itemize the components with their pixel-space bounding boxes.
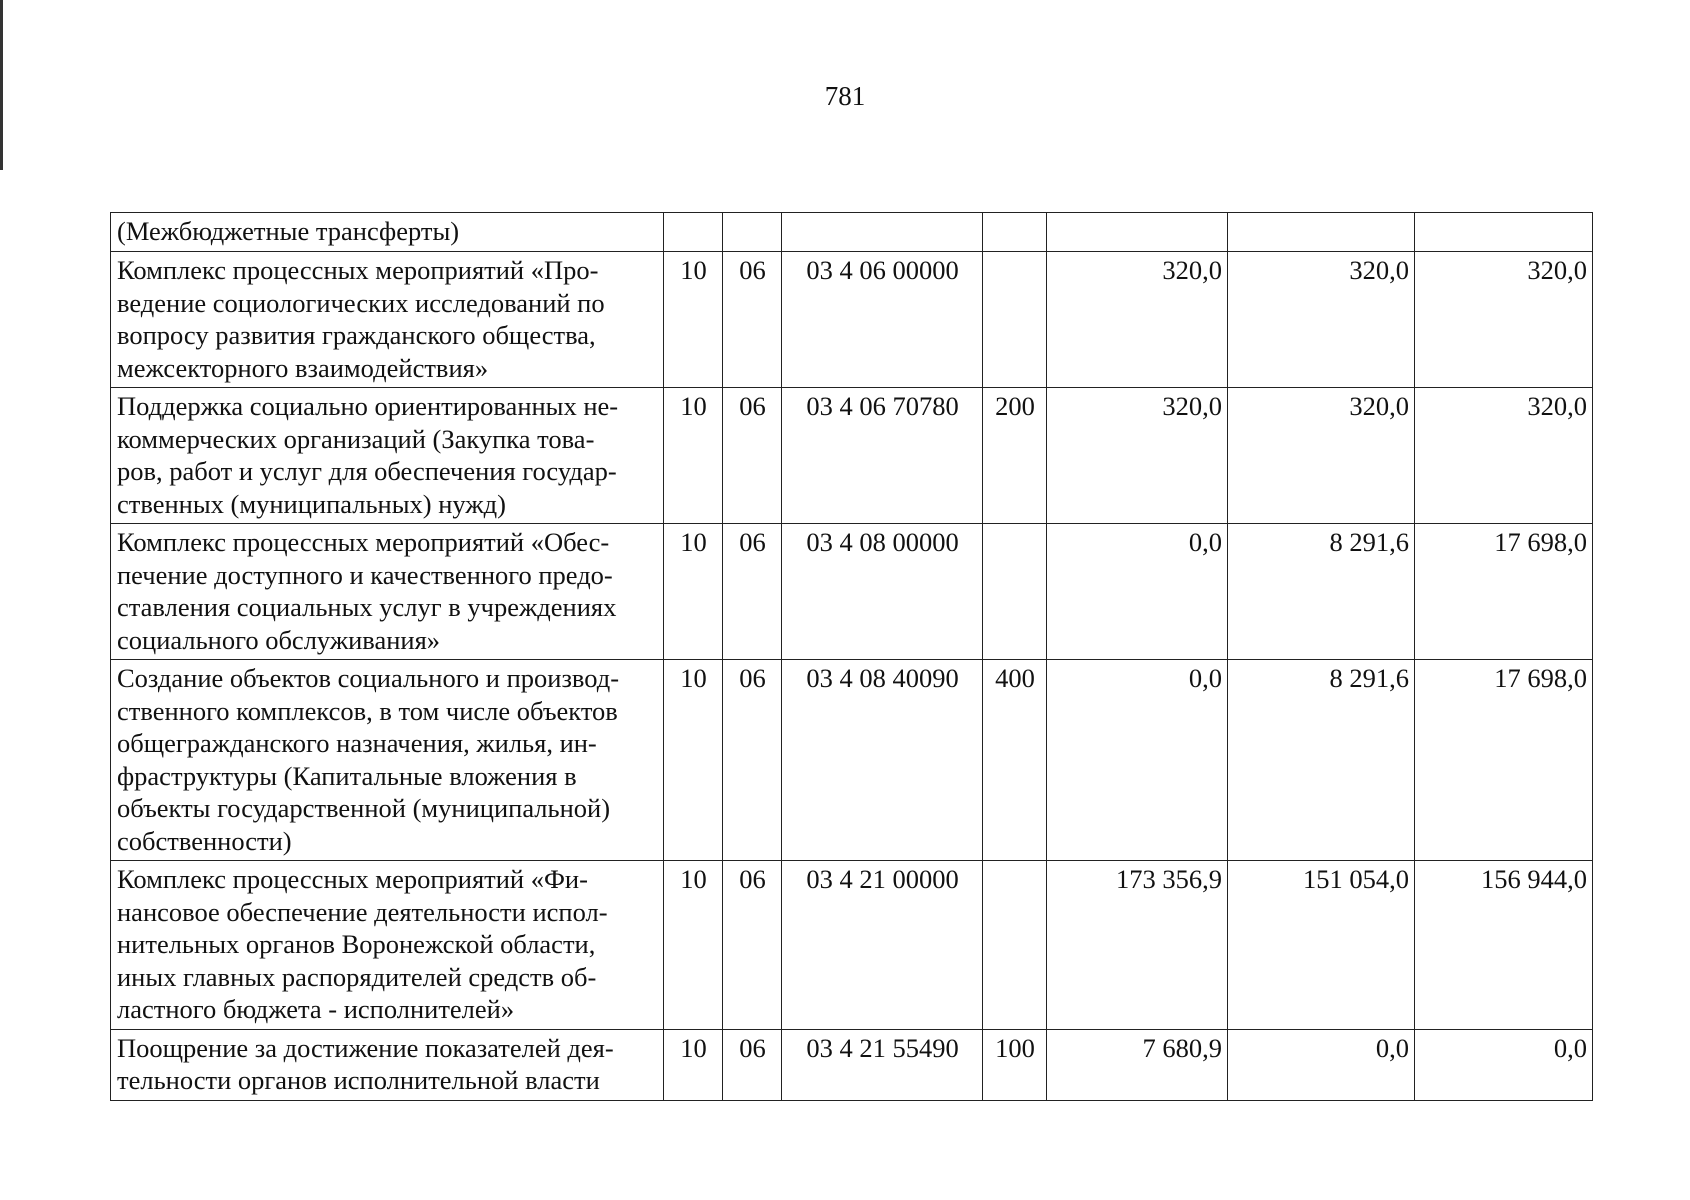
expense-type-cell (983, 252, 1047, 388)
item-name-line: фраструктуры (Капитальные вложения в (117, 760, 577, 791)
section-cell: 10 (664, 252, 723, 388)
item-name-line: ственного комплексов, в том числе объектов (117, 695, 618, 726)
subsection-cell (723, 213, 782, 252)
target-article-cell (782, 213, 983, 252)
item-name-cell (111, 861, 664, 1030)
amount-year-3-cell: 0,0 (1415, 1029, 1593, 1100)
table-row (111, 1029, 1593, 1100)
item-name-line: Поощрение за достижение показателей дея- (117, 1032, 614, 1063)
target-article-cell: 03 4 21 55490 (782, 1029, 983, 1100)
item-name-line: Комплекс процессных мероприятий «Обес- (117, 527, 610, 557)
item-name-line: вопросу развития гражданского общества, (117, 320, 596, 350)
target-article-cell: 03 4 06 70780 (782, 388, 983, 524)
subsection-cell: 06 (723, 660, 782, 861)
amount-year-3-cell (1415, 213, 1593, 252)
item-name-cell (111, 388, 664, 524)
section-cell: 10 (664, 1029, 723, 1100)
item-name-line: Комплекс процессных мероприятий «Про- (117, 255, 599, 285)
expense-type-cell (983, 524, 1047, 660)
amount-year-2-cell: 151 054,0 (1228, 861, 1415, 1030)
item-name-line: печение доступного и качественного предо- (117, 559, 613, 590)
amount-year-3-cell: 320,0 (1415, 388, 1593, 524)
item-name-line: ров, работ и услуг для обеспечения государ- (117, 456, 617, 486)
expense-type-cell: 100 (983, 1029, 1047, 1100)
expense-type-cell: 200 (983, 388, 1047, 524)
table-row (111, 660, 1593, 861)
target-article-cell: 03 4 08 00000 (782, 524, 983, 660)
amount-year-2-cell: 0,0 (1228, 1029, 1415, 1100)
page-number: 781 (824, 81, 866, 111)
item-name-cell (111, 660, 664, 861)
amount-year-1-cell: 0,0 (1047, 524, 1228, 660)
item-name-line: (Межбюджетные трансферты) (117, 216, 460, 246)
expense-type-cell: 400 (983, 660, 1047, 861)
expense-type-cell (983, 861, 1047, 1030)
amount-year-1-cell: 7 680,9 (1047, 1029, 1228, 1100)
table-row (111, 861, 1593, 1030)
item-name-line: иных главных распорядителей средств об- (117, 961, 597, 992)
amount-year-2-cell: 320,0 (1228, 252, 1415, 388)
item-name-cell (111, 213, 664, 252)
table-row (111, 213, 1593, 252)
item-name-line: ставления социальных услуг в учреждениях (117, 592, 617, 622)
item-name-line: Поддержка социально ориентированных не- (117, 391, 619, 421)
expense-type-cell (983, 213, 1047, 252)
item-name-line: ственных (муниципальных) нужд) (117, 488, 506, 519)
subsection-cell: 06 (723, 1029, 782, 1100)
section-cell: 10 (664, 861, 723, 1030)
item-name-line: Создание объектов социального и производ- (117, 663, 620, 693)
table-row (111, 388, 1593, 524)
subsection-cell: 06 (723, 252, 782, 388)
amount-year-1-cell: 320,0 (1047, 388, 1228, 524)
amount-year-1-cell: 0,0 (1047, 660, 1228, 861)
item-name-line: объекты государственной (муниципальной) (117, 793, 611, 823)
section-cell: 10 (664, 524, 723, 660)
table-row (111, 252, 1593, 388)
target-article-cell: 03 4 21 00000 (782, 861, 983, 1030)
item-name-line: коммерческих организаций (Закупка това- (117, 423, 595, 454)
item-name-cell (111, 1029, 664, 1100)
target-article-cell: 03 4 08 40090 (782, 660, 983, 861)
amount-year-3-cell: 320,0 (1415, 252, 1593, 388)
amount-year-1-cell (1047, 213, 1228, 252)
item-name-line: ведение социологических исследований по (117, 287, 605, 318)
subsection-cell: 06 (723, 861, 782, 1030)
amount-year-3-cell: 17 698,0 (1415, 524, 1593, 660)
item-name-line: ластного бюджета - исполнителей» (117, 994, 515, 1024)
item-name-line: собственности) (117, 825, 292, 856)
amount-year-1-cell: 173 356,9 (1047, 861, 1228, 1030)
item-name-line: тельности органов исполнительной власти (117, 1065, 600, 1095)
amount-year-2-cell (1228, 213, 1415, 252)
amount-year-3-cell: 156 944,0 (1415, 861, 1593, 1030)
item-name-cell (111, 252, 664, 388)
item-name-line: межсекторного взаимодействия» (117, 352, 489, 383)
target-article-cell: 03 4 06 00000 (782, 252, 983, 388)
item-name-line: нансовое обеспечение деятельности испол- (117, 896, 608, 927)
item-name-line: общегражданского назначения, жилья, ин- (117, 728, 597, 758)
amount-year-2-cell: 320,0 (1228, 388, 1415, 524)
budget-table-body (111, 213, 1593, 1101)
item-name-cell (111, 524, 664, 660)
budget-table (110, 212, 1593, 1101)
subsection-cell: 06 (723, 524, 782, 660)
section-cell (664, 213, 723, 252)
section-cell: 10 (664, 388, 723, 524)
item-name-line: социального обслуживания» (117, 624, 441, 655)
amount-year-2-cell: 8 291,6 (1228, 660, 1415, 861)
table-row (111, 524, 1593, 660)
amount-year-2-cell: 8 291,6 (1228, 524, 1415, 660)
section-cell: 10 (664, 660, 723, 861)
amount-year-1-cell: 320,0 (1047, 252, 1228, 388)
amount-year-3-cell: 17 698,0 (1415, 660, 1593, 861)
item-name-line: Комплекс процессных мероприятий «Фи- (117, 864, 588, 894)
item-name-line: нительных органов Воронежской области, (117, 929, 596, 959)
subsection-cell: 06 (723, 388, 782, 524)
